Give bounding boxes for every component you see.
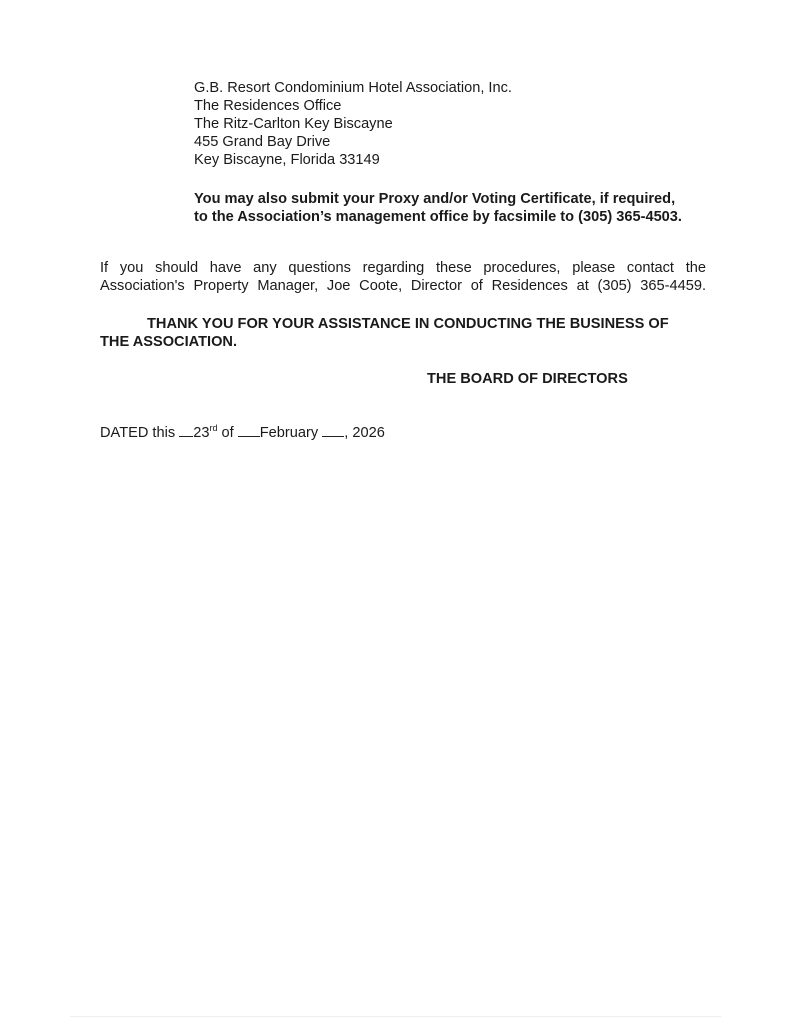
- dated-line: [100, 423, 385, 441]
- dated-day: 23rd: [193, 423, 218, 441]
- fax-notice: [194, 190, 682, 226]
- thanks-paragraph: [100, 315, 706, 351]
- fax-notice-line: You may also submit your Proxy and/or Voting Certificate, if required,: [194, 191, 676, 207]
- address-line: Key Biscayne, Florida 33149: [194, 152, 380, 168]
- questions-line: Association's Property Manager, Joe Coote, Director of Residences at (305) 365-4459.: [100, 278, 706, 294]
- dated-prefix: DATED this: [100, 424, 176, 441]
- dated-of: of: [221, 424, 234, 441]
- address-line: The Ritz-Carlton Key Biscayne: [194, 116, 393, 132]
- fax-notice-line: to the Association’s management office by facsimile to (305) 365-4503.: [194, 209, 682, 225]
- address-line: The Residences Office: [194, 98, 342, 114]
- address-line: G.B. Resort Condominium Hotel Association, Inc.: [194, 80, 512, 96]
- signature: THE BOARD OF DIRECTORS: [427, 371, 628, 387]
- address-line: 455 Grand Bay Drive: [194, 134, 331, 150]
- address-block: [194, 79, 512, 169]
- thanks-line: THANK YOU FOR YOUR ASSISTANCE IN CONDUCTING THE BUSINESS OF: [147, 316, 669, 332]
- thanks-line: THE ASSOCIATION.: [100, 334, 238, 350]
- page-edge: [70, 1016, 721, 1017]
- questions-paragraph: [100, 259, 706, 295]
- dated-year: , 2026: [344, 424, 385, 441]
- dated-month: February: [259, 424, 319, 441]
- questions-line: If you should have any questions regarding these procedures, please contact the: [100, 260, 706, 276]
